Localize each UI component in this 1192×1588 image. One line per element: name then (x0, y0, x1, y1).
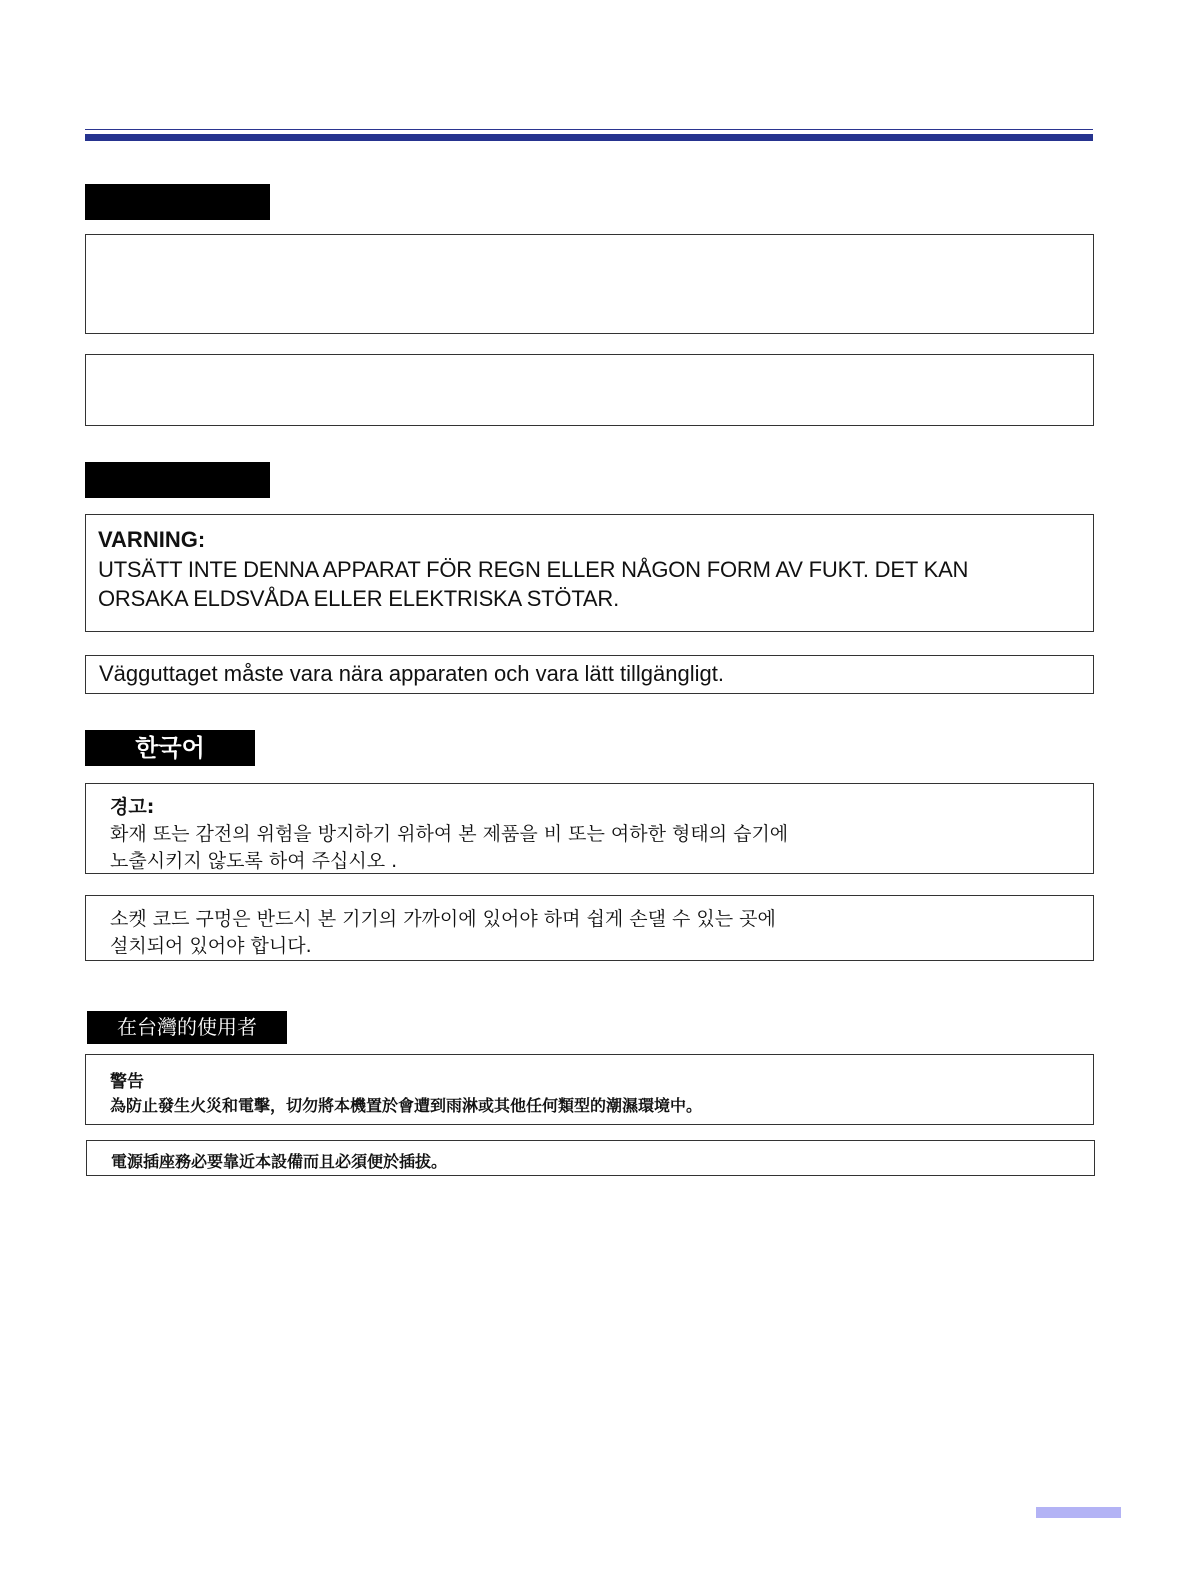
warning-title: 경고: (110, 796, 155, 818)
outlet-box-blank (85, 354, 1094, 426)
warning-title: 警告 (110, 1072, 144, 1092)
warning-box-taiwan (85, 1054, 1094, 1125)
outlet-box-korean (85, 895, 1094, 961)
warning-text-line1: 為防止發生火災和電擊，切勿將本機置於會遭到雨淋或其他任何類型的潮濕環境中。 (110, 1096, 703, 1115)
outlet-note: Vägguttaget måste vara nära apparaten och vara lätt tillgängligt. (99, 661, 724, 686)
outlet-box-taiwan (86, 1140, 1095, 1176)
outlet-box-swedish (85, 655, 1094, 694)
section-tab-swedish (85, 462, 270, 498)
warning-box-blank (85, 234, 1094, 334)
header-rule-thin (85, 129, 1093, 130)
section-tab-blank (85, 184, 270, 220)
warning-text-line2: 노출시키지 않도록 하여 주십시오 . (110, 850, 398, 872)
outlet-text-line1: 소켓 코드 구멍은 반드시 본 기기의 가까이에 있어야 하며 쉽게 손댈 수 있는 곳에 (110, 908, 776, 930)
warning-text-line1: 화재 또는 감전의 위험을 방지하기 위하여 본 제품을 비 또는 여하한 형태의 습기에 (110, 823, 789, 845)
warning-text-line1: UTSÄTT INTE DENNA APPARAT FÖR REGN ELLER NÅGON FORM AV FUKT. DET KAN (98, 557, 969, 582)
warning-box-korean (85, 783, 1094, 874)
page-number-tab (1036, 1507, 1121, 1518)
section-tab-korean (85, 730, 255, 766)
warning-title: VARNING: (98, 527, 206, 552)
warning-box-swedish (85, 514, 1094, 632)
section-tab-label: 在台灣的使用者 (117, 1015, 257, 1039)
section-tab-taiwan (87, 1011, 287, 1044)
warning-text-line2: ORSAKA ELDSVÅDA ELLER ELEKTRISKA STÖTAR. (98, 586, 620, 611)
section-tab-label: 한국어 (135, 734, 205, 762)
outlet-text-line2: 설치되어 있어야 합니다. (110, 935, 312, 957)
outlet-note: 電源插座務必要靠近本設備而且必須便於插拔。 (111, 1152, 448, 1171)
header-rule-thick (85, 134, 1093, 141)
